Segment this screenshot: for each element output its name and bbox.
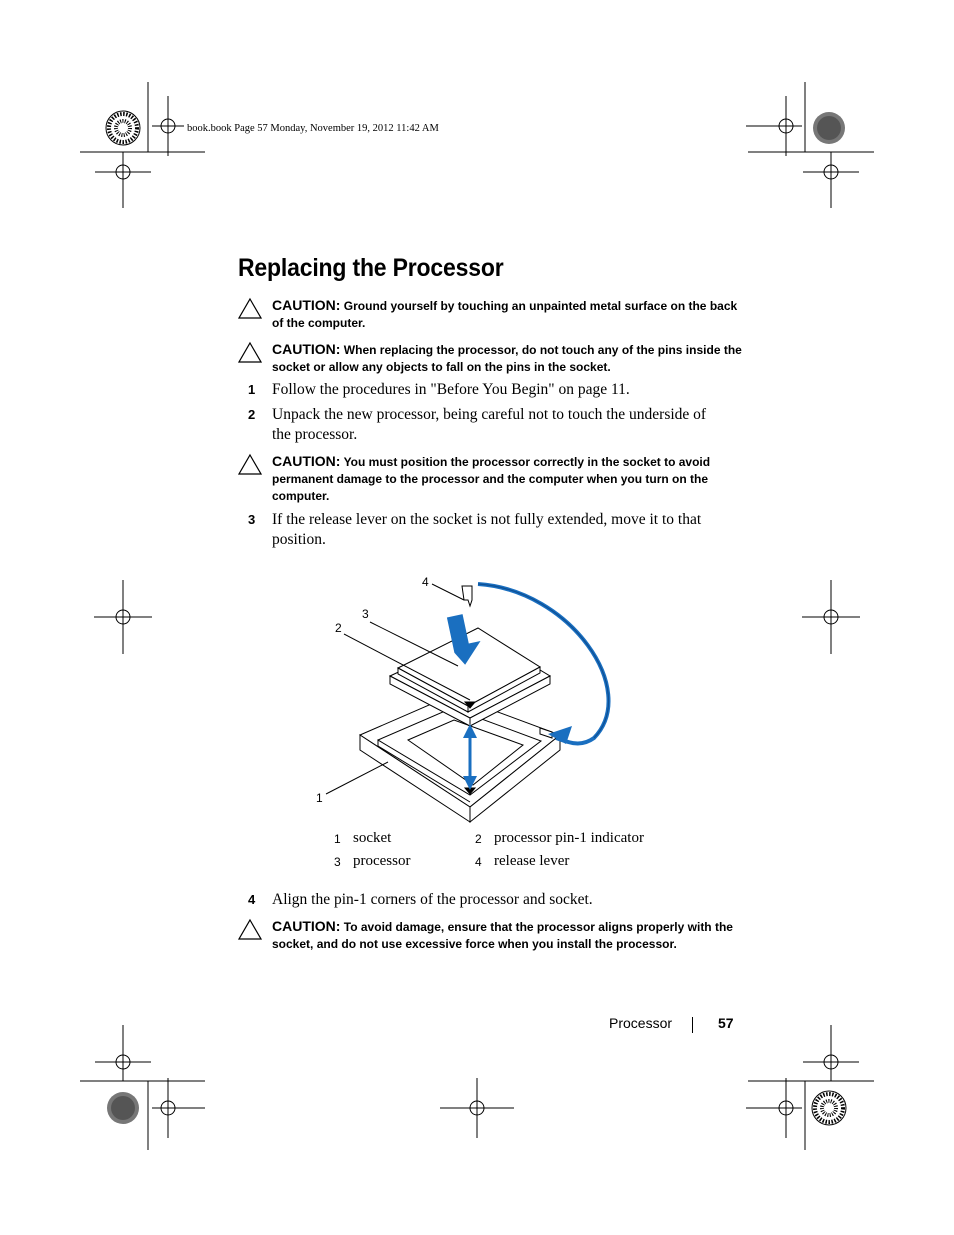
warning-triangle-icon bbox=[238, 453, 262, 475]
caution-text: Ground yourself by touching an unpainted metal surface on the back of the computer. bbox=[272, 299, 738, 330]
callout-label: 3 bbox=[362, 607, 369, 621]
legend-item bbox=[334, 831, 341, 848]
legend-label: processor bbox=[353, 853, 411, 869]
caution-label: CAUTION: bbox=[272, 918, 341, 934]
caution-text: You must position the processor correctly in the socket to avoid permanent damage to the processor and the computer when you turn on the computer. bbox=[272, 455, 711, 503]
warning-triangle-icon bbox=[238, 297, 262, 319]
callout-label: 4 bbox=[422, 575, 429, 589]
step-text: Unpack the new processor, being careful not to touch the underside of the processor. bbox=[272, 406, 707, 443]
caution-label: CAUTION: bbox=[272, 453, 341, 469]
caution-text: When replacing the processor, do not touch any of the pins inside the socket or allow any objects to fall on the pins in the socket. bbox=[272, 343, 742, 374]
caution-label: CAUTION: bbox=[272, 297, 341, 313]
step-text: Follow the procedures in "Before You Begin" on page 11. bbox=[272, 381, 630, 398]
warning-triangle-icon bbox=[238, 918, 262, 940]
legend-label: socket bbox=[353, 830, 392, 846]
legend-number: 4 bbox=[475, 855, 482, 869]
footer-divider bbox=[692, 1017, 693, 1033]
caution-label: CAUTION: bbox=[272, 341, 341, 357]
page-title: Replacing the Processor bbox=[238, 254, 504, 282]
print-stamp: book.book Page 57 Monday, November 19, 2012 11:42 AM bbox=[187, 123, 439, 134]
legend-item bbox=[475, 854, 482, 871]
step-number: 3 bbox=[248, 512, 256, 527]
caution-text: To avoid damage, ensure that the processor aligns properly with the socket, and do not use excessive force when you install the processor. bbox=[272, 920, 733, 951]
page-number: 57 bbox=[718, 1015, 734, 1031]
step-text: Align the pin-1 corners of the processor and socket. bbox=[272, 891, 593, 908]
step-number: 2 bbox=[248, 407, 256, 422]
legend-number: 3 bbox=[334, 855, 341, 869]
callout-label: 2 bbox=[335, 621, 342, 635]
footer-section: Processor bbox=[609, 1015, 673, 1031]
legend-label: processor pin-1 indicator bbox=[494, 830, 644, 846]
step-number: 4 bbox=[248, 892, 256, 907]
legend-item bbox=[475, 831, 482, 848]
legend-number: 1 bbox=[334, 832, 341, 846]
legend-label: release lever bbox=[494, 853, 570, 869]
step-number: 1 bbox=[248, 382, 256, 397]
callout-label: 1 bbox=[316, 791, 323, 805]
step-text: If the release lever on the socket is not fully extended, move it to that position. bbox=[272, 511, 702, 548]
legend-number: 2 bbox=[475, 832, 482, 846]
warning-triangle-icon bbox=[238, 341, 262, 363]
legend-item bbox=[334, 854, 341, 871]
